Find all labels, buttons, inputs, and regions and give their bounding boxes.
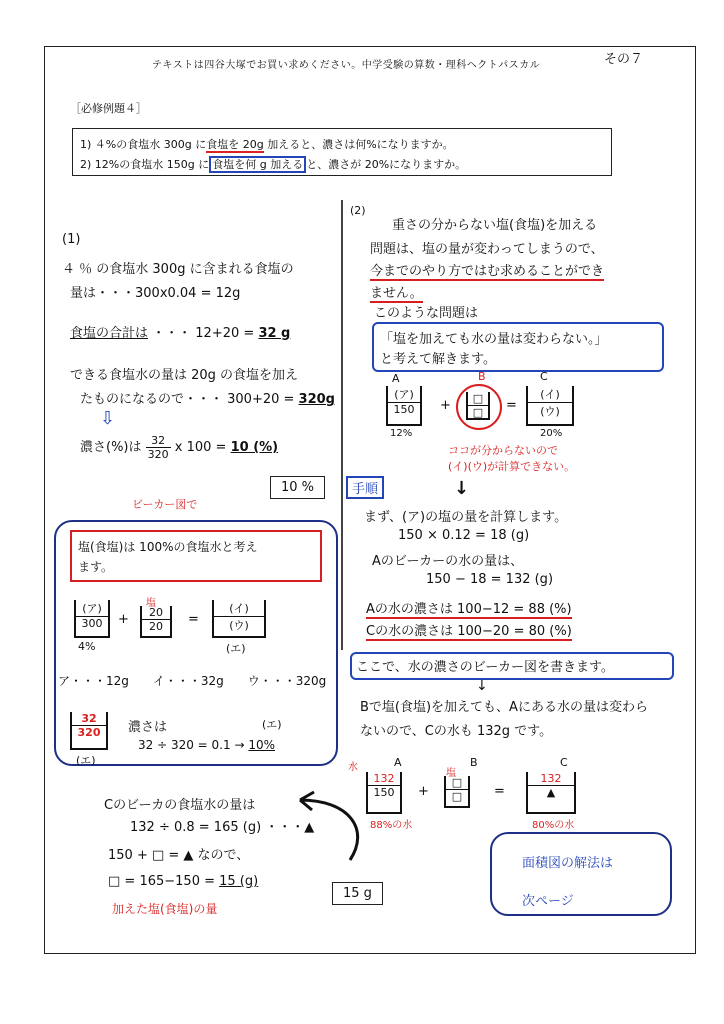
right-line-7: と考えて解きます。 — [380, 352, 496, 367]
steps-label: 手順 — [346, 476, 384, 499]
question-1-pre: ４%の食塩水 300g に — [94, 138, 207, 151]
beaker-w3-top: 132 — [528, 772, 574, 786]
beaker-2-mark: 塩 — [146, 598, 156, 609]
question-1-highlight: 食塩を 20g — [206, 138, 264, 151]
beaker-a — [386, 386, 422, 426]
label-a2: A — [394, 756, 402, 769]
next-page-line-1: 面積図の解法は — [522, 856, 614, 871]
solution-calc: たものになるので・・・ 300+20 = — [80, 392, 295, 407]
right-line-5: このような問題は — [374, 306, 479, 321]
question-2-num: 2) — [80, 158, 92, 171]
page-number: その７ — [604, 52, 644, 67]
beaker-w3-bottom: ▲ — [546, 786, 556, 799]
conc-fraction — [146, 434, 171, 461]
box-line-2: ます。 — [78, 560, 114, 574]
beaker-4-top: 32 — [72, 712, 106, 726]
beaker-a-under: 12% — [390, 428, 413, 439]
next-page-box — [490, 832, 672, 916]
beaker-w2-bottom: □ — [451, 790, 463, 803]
plus-3: + — [418, 784, 429, 799]
conc-calc-2 — [138, 738, 275, 752]
label-b2: B — [470, 756, 478, 769]
beaker-w3-under: 80%の水 — [532, 820, 575, 831]
left-line-3 — [70, 322, 290, 341]
beaker-3-bottom: (ウ) — [229, 619, 249, 632]
question-1 — [80, 136, 454, 152]
beaker-2-top: 20 — [142, 606, 170, 620]
beaker-b — [466, 392, 490, 420]
beaker-a-bottom: 150 — [393, 403, 415, 416]
right-line-1: 重さの分からない塩(食塩)を加える — [392, 218, 598, 233]
water-mark: 水 — [348, 762, 358, 773]
beaker-b-top: □ — [468, 392, 488, 406]
beaker-1-under: 4% — [78, 640, 96, 653]
beaker-w2 — [444, 776, 470, 808]
step-3: Aのビーカーの水の量は、 — [372, 554, 524, 569]
beaker-c-under: 20% — [540, 428, 563, 439]
question-2 — [80, 156, 466, 172]
beaker-c — [526, 386, 574, 426]
beaker-label: ビーカー図で — [132, 498, 198, 511]
plus-1: + — [118, 612, 129, 627]
note-2: (イ)(ウ)が計算できない。 — [448, 460, 576, 473]
down-arrow-icon: ⇩ — [100, 408, 116, 429]
c-line-2: 132 ÷ 0.8 = 165 (g) ・・・▲ — [130, 820, 315, 835]
header-text: テキストは四谷大塚でお買い求めください。中学受験の算数・理科ヘクトパスカル — [152, 60, 541, 71]
part1-label: (1) — [62, 232, 81, 247]
c-line-1: Cのビーカの食塩水の量は — [104, 798, 256, 813]
section-title: ［必修例題４］ — [70, 102, 147, 115]
beaker-c-top: (イ) — [528, 386, 572, 403]
solution-value: 320g — [298, 392, 335, 407]
c-line-4-value: 15 (g) — [219, 874, 259, 889]
column-divider — [341, 200, 343, 650]
answer-2: 15 g — [332, 882, 383, 905]
box-line-1: 塩(食塩)は 100%の食塩水と考え — [78, 540, 258, 554]
conc-answer: 10% — [248, 738, 275, 752]
c-line-5: 加えた塩(食塩)の量 — [112, 902, 218, 916]
right-line-6 — [380, 328, 608, 347]
beaker-w2-top: □ — [446, 776, 468, 790]
salt-mark: 塩 — [446, 768, 456, 779]
beaker-4 — [70, 712, 108, 750]
beaker-4-under: (エ) — [76, 754, 96, 767]
conc-value: 10 (%) — [230, 440, 279, 455]
c-line-4 — [108, 874, 258, 889]
left-line-1: ４ ％ の食塩水 300g に含まれる食塩の — [62, 262, 294, 277]
equals-3: = — [494, 784, 505, 799]
left-line-5 — [80, 388, 335, 407]
beaker-w1-under: 88%の水 — [370, 820, 413, 831]
beaker-b-bottom: □ — [472, 406, 484, 419]
part2-label: (2) — [350, 204, 366, 217]
question-2-pre: 12%の食塩水 150g に — [94, 158, 210, 171]
beaker-4-bottom: 320 — [77, 726, 101, 739]
beaker-w1-bottom: 150 — [373, 786, 395, 799]
step-1: まず、(ア)の塩の量を計算します。 — [364, 510, 568, 525]
right-line-3: 今までのやり方ではむ求めることができ — [370, 260, 604, 281]
answer-1: 10 % — [270, 476, 325, 499]
beaker-3-under: (エ) — [226, 642, 246, 655]
beaker-3-top: (イ) — [214, 600, 264, 617]
question-1-num: 1) — [80, 138, 92, 151]
step-7: ここで、水の濃さのビーカー図を書きます。 — [356, 660, 614, 675]
conc-label: 濃さ(%)は — [80, 440, 142, 455]
right-line-4: ません。 — [370, 282, 423, 303]
conc-tag: (エ) — [262, 718, 282, 731]
beaker-1-bottom: 300 — [81, 617, 103, 630]
question-1-post: 加えると、濃さは何%になりますか。 — [263, 138, 454, 151]
question-2-highlight: 食塩を何 g 加える — [209, 156, 306, 173]
beaker-1 — [74, 600, 110, 638]
c-line-4-calc: □ = 165−150 = — [108, 874, 215, 889]
values-line: ア・・・12g イ・・・32g ウ・・・320g — [58, 674, 327, 688]
equals-1: = — [188, 612, 199, 627]
conc-times: x 100 = — [174, 440, 227, 455]
conc-frac-num: 32 — [146, 434, 171, 448]
key-idea-text: 「塩を加えても水の量は変わらない。」 — [380, 332, 608, 347]
beaker-1-top: (ア) — [76, 600, 108, 617]
label-c2: C — [560, 756, 568, 769]
next-page-line-2: 次ページ — [522, 894, 574, 909]
equals-2: = — [506, 398, 517, 413]
step-7-arrow-icon: ↓ — [476, 678, 488, 694]
step-8: Bで塩(食塩)を加えても、Aにある水の量は変わら — [360, 700, 648, 715]
step-2: 150 × 0.12 = 18 (g) — [398, 528, 530, 543]
beaker-a-top: (ア) — [388, 386, 420, 403]
salt-total-label: 食塩の合計は — [70, 326, 149, 341]
plus-2: + — [440, 398, 451, 413]
step-5: Aの水の濃さは 100−12 = 88 (%) — [366, 598, 572, 619]
label-b: B — [478, 370, 486, 383]
steps-arrow-icon: ↓ — [454, 478, 470, 499]
beaker-3 — [212, 600, 266, 638]
beaker-w3 — [526, 772, 576, 814]
right-line-2: 問題は、塩の量が変わってしまうので、 — [370, 242, 604, 257]
curved-arrow-icon — [280, 790, 380, 870]
salt-total-value: 32 g — [258, 326, 291, 341]
step-6: Cの水の濃さは 100−20 = 80 (%) — [366, 620, 572, 641]
label-a: A — [392, 372, 400, 385]
note-1: ココが分からないので — [448, 444, 558, 457]
question-2-post: と、濃さが 20%になりますか。 — [306, 158, 467, 171]
beaker-c-bottom: (ウ) — [540, 405, 560, 418]
conc-label-2: 濃さは — [128, 720, 168, 735]
beaker-w1-top: 132 — [368, 772, 400, 786]
label-c: C — [540, 370, 548, 383]
conc-calc-text: 32 ÷ 320 = 0.1 → — [138, 738, 245, 752]
salt-total-calc: ・・・ 12+20 = — [152, 326, 255, 341]
left-line-6 — [80, 434, 278, 461]
step-9: ないので、Cの水も 132g です。 — [360, 724, 553, 739]
step-4: 150 − 18 = 132 (g) — [426, 572, 554, 587]
left-line-2: 量は・・・300x0.04 = 12g — [70, 286, 241, 301]
beaker-2 — [140, 606, 172, 638]
beaker-2-bottom: 20 — [149, 620, 163, 633]
c-line-3: 150 + □ = ▲ なので、 — [108, 848, 250, 863]
left-line-4: できる食塩水の量は 20g の食塩を加え — [70, 368, 299, 383]
conc-frac-den: 320 — [147, 448, 169, 461]
beaker-w1 — [366, 772, 402, 814]
